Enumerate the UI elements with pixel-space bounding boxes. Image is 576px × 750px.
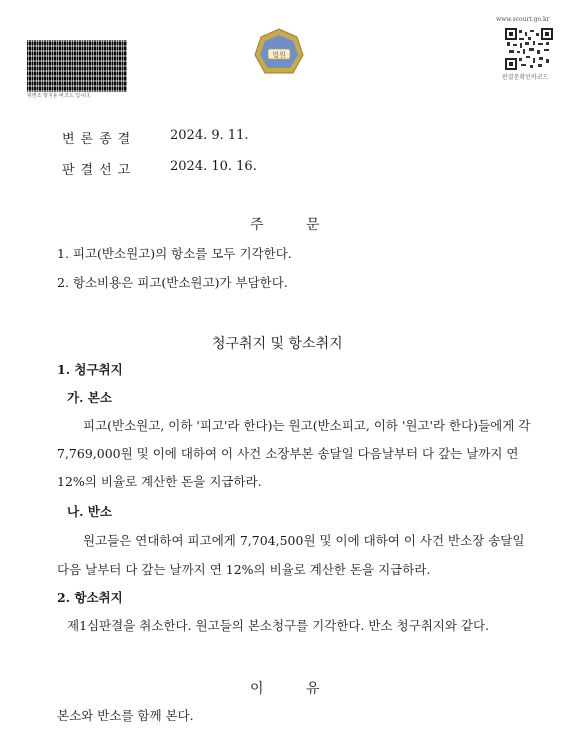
anti-forgery-barcode <box>27 40 127 92</box>
order-item-1: 1. 피고(반소원고)의 항소를 모두 기각한다. <box>57 246 292 261</box>
judgment-label: 판결선고 <box>62 163 137 178</box>
claims-1a-line-3: 12%의 비율로 계산한 돈을 지급하라. <box>57 474 262 489</box>
reasons-title-second: 유 <box>306 681 320 697</box>
court-url: www.scourt.go.kr <box>496 16 550 23</box>
claims-title: 청구취지 및 항소취지 <box>212 336 343 352</box>
order-item-2: 2. 항소비용은 피고(반소원고)가 부담한다. <box>57 275 288 290</box>
court-emblem-icon <box>253 27 305 79</box>
reasons-line-1: 본소와 반소를 함께 본다. <box>57 708 194 723</box>
claims-1a-line-2: 7,769,000원 및 이에 대하여 이 사건 소장부본 송달일 다음날부터 다 갚는 날까지 연 <box>57 446 519 461</box>
pleading-close-label: 변론종결 <box>62 132 137 147</box>
claims-section-2: 2. 항소취지 <box>57 590 123 605</box>
pleading-close-date: 2024. 9. 11. <box>170 128 249 143</box>
judgment-date: 2024. 10. 16. <box>170 159 257 174</box>
claims-section-1: 1. 청구취지 <box>57 362 123 377</box>
verification-qr-icon <box>505 28 553 70</box>
barcode-caption: 위변조 방지용 바코드 입니다. <box>27 93 92 99</box>
claims-1a-line-1: 피고(반소원고, 이하 '피고'라 한다)는 원고(반소피고, 이하 '원고'라 한다)들에게 각 <box>83 418 531 433</box>
claims-1b-line-2: 다음 날부터 다 갚는 날까지 연 12%의 비율로 계산한 돈을 지급하라. <box>57 562 431 577</box>
reasons-title-first: 이 <box>250 681 264 697</box>
order-title-first: 주 <box>250 217 264 233</box>
order-title-second: 문 <box>306 217 320 233</box>
qr-caption: 판결문확인바코드 <box>502 74 549 81</box>
claims-2-line-1: 제1심판결을 취소한다. 원고들의 본소청구를 기각한다. 반소 청구취지와 같다. <box>67 618 490 633</box>
claims-section-1a: 가. 본소 <box>67 390 112 405</box>
claims-1b-line-1: 원고들은 연대하여 피고에게 7,704,500원 및 이에 대하여 이 사건 반소장 송달일 <box>83 533 525 548</box>
claims-section-1b: 나. 반소 <box>67 504 112 519</box>
emblem-text: 법원 <box>272 51 286 59</box>
